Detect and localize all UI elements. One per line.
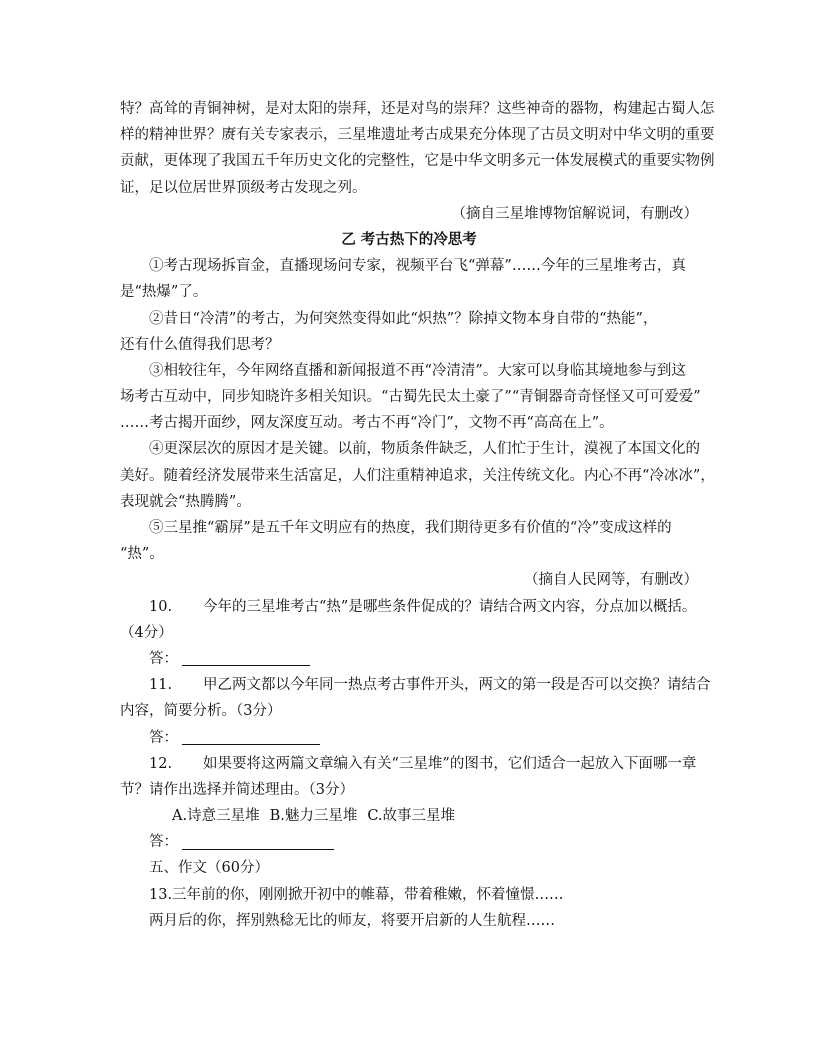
paragraph-4-line: 表现就会“热腾腾”。 [120,493,251,510]
question-text: 甲乙两文都以今年同一热点考古事件开头，两文的第一段是否可以交换？请结合 [203,677,711,694]
answer-blank[interactable] [182,730,320,745]
passage-yi-title: 乙 考古热下的冷思考 [341,230,477,248]
paragraph-4-line: ④更深层次的原因才是关键。以前，物质条件缺乏，人们忙于生计，漠视了本国文化的 [149,441,700,458]
paragraph-2-line: ②昔日“冷清”的考古，为何突然变得如此“炽热”？除掉文物本身自带的“热能”， [149,310,658,327]
answer-label: 答： [149,834,178,851]
paragraph-5-line: “热”。 [120,546,164,563]
paragraph-1-line: ①考古现场拆盲金，直播现场问专家，视频平台飞“弹幕”……今年的三星堆考古，真 [149,258,686,275]
paragraph-3-line: ③相较往年，今年网络直播和新闻报道不再“冷清清”。大家可以身临其境地参与到这 [149,362,686,379]
passage-jia-line: 特？高耸的青铜神树，是对太阳的崇拜，还是对鸟的崇拜？这些神奇的器物，构建起古蜀人怎 [120,101,715,117]
question-number: 10. [149,598,173,615]
section-heading: 五、作文（60分） [149,860,269,877]
question-10 [120,594,698,673]
question-number: 11. [149,677,173,694]
question-text: 节？请作出选择并简述理由。（3分） [120,781,354,798]
paragraph-5-line: ⑤三星推“霸屏”是五千年文明应有的热度，我们期待更多有价值的“冷”变成这样的 [149,520,672,536]
question-12 [120,751,698,856]
option-b[interactable]: B.魅力三星堆 [269,808,358,825]
essay-prompt-line: 13.三年前的你，刚刚掀开初中的帷幕，带着稚嫩，怀着憧憬…… [149,886,564,903]
passage-yi [120,227,715,594]
option-c[interactable]: C.故事三星堆 [367,808,456,825]
answer-label: 答： [149,650,178,667]
paragraph-1-line: 是“热爆”了。 [120,284,208,301]
question-text: 如果要将这两篇文章编入有关“三星堆”的图书，它们适合一起放入下面哪一章 [203,755,697,772]
question-text: 内容，简要分析。（3分） [120,703,282,720]
paragraph-4-line: 美好。随着经济发展带来生活富足，人们注重精神追求，关注传统文化。内心不再“冷冰冰”， [120,467,715,484]
answer-blank[interactable] [182,651,310,666]
passage-jia-line: 证，足以位居世界顶级考古发现之列。 [120,179,367,196]
answer-label: 答： [149,729,178,746]
question-text: 今年的三星堆考古“热”是哪些条件促成的？请结合两文内容，分点加以概括。 [203,598,697,615]
option-a[interactable]: A.诗意三星堆 [172,808,260,825]
paragraph-2-line: 还有什么值得我们思考？ [120,336,280,353]
essay-prompt-line: 两月后的你，挥别熟稔无比的师友，将要开启新的人生航程…… [149,912,555,929]
passage-jia-line: 样的精神世界？赓有关专家表示，三星堆遗址考古成果充分体现了古员文明对中华文明的重要 [120,127,715,144]
paragraph-3-line: 场考古互动中，同步知晓许多相关知识。“古蜀先民太土豪了”“青铜器奇奇怪怪又可可爱爱” [120,389,701,406]
passage-jia [120,96,715,227]
passage-jia-source: （摘自三星堆博物馆解说词，有删改） [451,205,698,222]
passage-yi-source: （摘自人民网等，有删改） [524,572,698,589]
question-number: 12. [149,755,173,772]
paragraph-3-line: ……考古揭开面纱，网友深度互动。考古不再“冷门”，文物不再“高高在上”。 [120,415,614,432]
answer-blank[interactable] [182,835,334,850]
document-page [120,96,715,934]
question-11 [120,672,711,751]
passage-jia-line: 贡献，更体现了我国五千年历史文化的完整性，它是中华文明多元一体发展模式的重要实物例 [120,153,715,170]
options-row [120,803,698,829]
section-five [120,855,698,934]
question-text: （4分） [120,624,173,641]
